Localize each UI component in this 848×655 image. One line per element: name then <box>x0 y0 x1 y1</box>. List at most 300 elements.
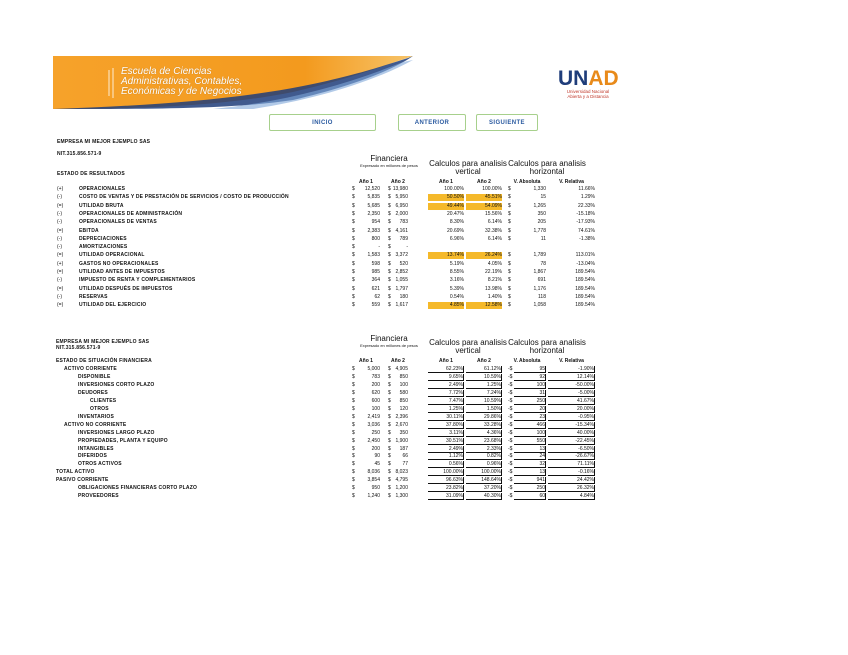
value-year1: 600 <box>371 397 380 404</box>
rel-variation: 71.11% <box>548 461 595 468</box>
value-year1: 3,036 <box>367 421 380 428</box>
vertical-year1: 8.30% <box>449 219 464 226</box>
row-label: INVERSIONES CORTO PLAZO <box>78 381 155 388</box>
table-row <box>0 390 848 397</box>
currency-symbol: $ <box>388 244 391 251</box>
value-year1: 100 <box>371 405 380 412</box>
vertical-year2: 22.19% <box>485 269 502 275</box>
currency-symbol: -$ <box>508 366 513 372</box>
currency-symbol: $ <box>352 397 355 404</box>
currency-symbol: -$ <box>508 373 513 380</box>
currency-symbol: -$ <box>508 413 513 420</box>
currency-symbol: -$ <box>508 381 513 388</box>
table-row <box>0 228 848 235</box>
value-year2: 4,905 <box>395 366 408 372</box>
value-year2: 3,372 <box>395 252 408 259</box>
vertical-year2: 2.33% <box>466 446 502 453</box>
value-year1: 559 <box>371 302 380 309</box>
abs-variation <box>512 244 546 251</box>
abs-variation: 23 <box>514 414 546 421</box>
currency-symbol: $ <box>352 269 355 275</box>
value-year1: 2,450 <box>367 437 380 444</box>
currency-symbol: -$ <box>508 453 513 460</box>
table-row <box>0 469 848 476</box>
vertical-year1: 2.49% <box>428 382 464 389</box>
currency-symbol: $ <box>388 219 391 226</box>
vertical-year1: 100.00% <box>444 186 464 192</box>
value-year2: 1,055 <box>395 277 408 284</box>
vertical-year2: 37.20% <box>466 485 502 492</box>
abs-variation: 100 <box>514 430 546 437</box>
row-sign: (+) <box>57 186 64 192</box>
table-row <box>0 485 848 492</box>
currency-symbol: $ <box>388 461 391 468</box>
horizontal-header: Calculos para analisis horizontal <box>508 159 586 176</box>
value-year2: 520 <box>399 260 408 267</box>
currency-symbol: $ <box>388 405 391 412</box>
currency-symbol: $ <box>352 381 355 388</box>
currency-symbol: $ <box>388 269 391 275</box>
vertical-year2: 13.98% <box>485 285 502 292</box>
value-year1: 598 <box>371 260 380 267</box>
financiera-header: Financiera <box>370 334 408 343</box>
rel-variation: 12.14% <box>548 374 595 381</box>
rel-variation: 189.54% <box>575 285 595 292</box>
abs-variation: 1,867 <box>533 269 546 275</box>
rel-variation: -1.90% <box>548 366 595 373</box>
table-row <box>0 236 848 243</box>
currency-symbol: $ <box>388 202 391 209</box>
vertical-year1: 1.12% <box>428 453 464 460</box>
rel-variation: -5.00% <box>548 390 595 397</box>
unad-logo-mark: UNAD <box>558 67 619 90</box>
currency-symbol: $ <box>352 469 355 476</box>
value-year1: 5,000 <box>367 366 380 372</box>
abs-variation: 941 <box>514 477 546 484</box>
abs-variation: 691 <box>537 277 546 284</box>
value-year1: 200 <box>371 381 380 388</box>
table-row <box>0 277 848 284</box>
value-year2: 4,795 <box>395 477 408 484</box>
value-year2: 6,950 <box>395 202 408 209</box>
value-year2: 783 <box>399 219 408 226</box>
row-label: DISPONIBLE <box>78 373 111 380</box>
row-label: INVENTARIOS <box>78 413 114 420</box>
currency-symbol: $ <box>388 493 391 500</box>
currency-symbol: $ <box>352 227 355 234</box>
row-label: RESERVAS <box>79 293 108 300</box>
rel-variation: 189.54% <box>575 269 595 275</box>
row-label: OTROS <box>90 405 109 412</box>
table-row <box>0 493 848 500</box>
currency-symbol: $ <box>508 260 511 267</box>
currency-symbol: $ <box>352 277 355 284</box>
table-row <box>0 382 848 389</box>
vertical-year2: 4.05% <box>487 260 502 267</box>
row-sign: (=) <box>57 227 64 234</box>
table-row <box>0 286 848 293</box>
abs-variation: 1,058 <box>533 302 546 309</box>
vertical-year2: 40.30% <box>466 493 502 500</box>
currency-symbol: $ <box>352 260 355 267</box>
value-year1: 2,350 <box>367 210 380 217</box>
currency-symbol: $ <box>388 429 391 436</box>
row-label: UTILIDAD ANTES DE IMPUESTOS <box>79 269 165 275</box>
row-label: COSTO DE VENTAS Y DE PRESTACIÓN DE SERVICIOS / COSTO DE PRODUCCIÓN <box>79 194 289 201</box>
vertical-year2: 6.14% <box>487 235 502 242</box>
row-sign: (=) <box>57 269 64 275</box>
vertical-header: Calculos para analisis vertical <box>429 159 507 176</box>
row-label: DIFERIDOS <box>78 453 108 460</box>
table-row <box>0 477 848 484</box>
vertical-year1: 1.25% <box>428 406 464 413</box>
value-year2: 4,161 <box>395 227 408 234</box>
value-year2: 120 <box>399 405 408 412</box>
currency-symbol: $ <box>388 293 391 300</box>
table-row <box>0 244 848 251</box>
header-banner <box>53 56 640 109</box>
column-header: Año 2 <box>391 179 405 185</box>
column-header: V. Relativa <box>559 179 584 185</box>
value-year1: 5,835 <box>367 194 380 201</box>
value-year2: 350 <box>399 429 408 436</box>
table-row <box>0 302 848 309</box>
abs-variation: 350 <box>537 210 546 217</box>
vertical-year1: 7.47% <box>428 398 464 405</box>
vertical-year2: 33.28% <box>466 422 502 429</box>
vertical-year2: 8.21% <box>487 277 502 284</box>
currency-symbol: $ <box>388 453 391 460</box>
vertical-year2: 61.12% <box>466 366 502 373</box>
rel-variation: -26.67% <box>548 453 595 460</box>
currency-symbol: $ <box>352 477 355 484</box>
value-year2: 2,000 <box>395 210 408 217</box>
abs-variation: 250 <box>514 485 546 492</box>
table-row <box>0 422 848 429</box>
currency-symbol: $ <box>388 260 391 267</box>
currency-symbol: $ <box>352 493 355 500</box>
value-year1: 3,854 <box>367 477 380 484</box>
row-sign: (=) <box>57 202 64 209</box>
currency-symbol: $ <box>388 469 391 476</box>
currency-symbol: $ <box>508 194 511 201</box>
statement-title: ESTADO DE RESULTADOS <box>57 171 125 177</box>
column-header: V. Relativa <box>559 358 584 364</box>
currency-symbol: -$ <box>508 461 513 468</box>
value-year2: 850 <box>399 373 408 380</box>
currency-symbol: $ <box>352 186 355 192</box>
row-label: OBLIGACIONES FINANCIERAS CORTO PLAZO <box>78 485 198 492</box>
rel-variation: 113.01% <box>575 252 595 259</box>
currency-symbol: $ <box>352 437 355 444</box>
value-year2: 180 <box>399 293 408 300</box>
row-label: EBITDA <box>79 227 99 234</box>
value-year1: 364 <box>371 277 380 284</box>
currency-symbol: -$ <box>508 437 513 444</box>
currency-symbol: $ <box>352 285 355 292</box>
value-year2: 1,617 <box>395 302 408 309</box>
row-label: UTILIDAD BRUTA <box>79 202 124 209</box>
rel-variation: 189.54% <box>575 277 595 284</box>
value-year1: 90 <box>374 453 380 460</box>
abs-variation: 550 <box>514 438 546 445</box>
vertical-year1: 20.47% <box>447 210 464 217</box>
row-sign: (=) <box>57 285 64 292</box>
currency-symbol: -$ <box>508 405 513 412</box>
row-sign: (-) <box>57 277 62 284</box>
rel-variation: -1.38% <box>579 235 595 242</box>
currency-symbol: -$ <box>508 397 513 404</box>
currency-symbol: $ <box>352 219 355 226</box>
vertical-year1: 49.44% <box>428 203 464 210</box>
vertical-year2: 4.36% <box>466 430 502 437</box>
column-header: Año 2 <box>477 358 491 364</box>
value-year2: 66 <box>402 453 408 460</box>
rel-variation: 4.84% <box>548 493 595 500</box>
currency-symbol: $ <box>352 429 355 436</box>
row-label: UTILIDAD DEL EJERCICIO <box>79 302 147 309</box>
vertical-year2 <box>466 244 502 251</box>
row-label: ACTIVO NO CORRIENTE <box>64 421 127 428</box>
vertical-year2: 45.51% <box>466 194 502 201</box>
rel-variation: 11.66% <box>578 186 595 192</box>
table-row <box>0 269 848 276</box>
row-sign: (+) <box>57 260 64 267</box>
table-row <box>0 194 848 201</box>
rel-variation: 40.00% <box>548 430 595 437</box>
value-year2: 8,023 <box>395 469 408 476</box>
rel-variation: 24.42% <box>548 477 595 484</box>
currency-symbol: $ <box>388 485 391 492</box>
currency-symbol: $ <box>508 285 511 292</box>
currency-symbol: $ <box>352 373 355 380</box>
value-year1: 12,520 <box>364 186 380 192</box>
rel-variation: 20.00% <box>548 406 595 413</box>
currency-symbol: $ <box>388 373 391 380</box>
vertical-year2: 10.59% <box>466 398 502 405</box>
rel-variation: -13.04% <box>576 260 595 267</box>
rel-variation <box>548 244 595 251</box>
value-year2: 100 <box>399 381 408 388</box>
currency-symbol: $ <box>352 453 355 460</box>
rel-variation: -17.93% <box>576 219 595 226</box>
vertical-year1: 96.63% <box>428 477 464 484</box>
abs-variation: 11 <box>540 235 546 242</box>
vertical-year1: 50.50% <box>428 194 464 201</box>
column-header: Año 1 <box>359 358 373 364</box>
value-year1: 200 <box>371 445 380 452</box>
currency-symbol: $ <box>352 461 355 468</box>
vertical-year1: 30.51% <box>428 438 464 445</box>
vertical-year2: 0.96% <box>466 461 502 468</box>
currency-symbol: $ <box>352 413 355 420</box>
vertical-year1: 9.65% <box>428 374 464 381</box>
currency-symbol: $ <box>388 252 391 259</box>
abs-variation: 13 <box>514 446 546 453</box>
anterior-button[interactable]: ANTERIOR <box>398 114 466 131</box>
currency-symbol: $ <box>388 445 391 452</box>
vertical-year1: 20.69% <box>447 227 464 234</box>
column-header: Año 1 <box>359 179 373 185</box>
vertical-year1: 31.09% <box>428 493 464 500</box>
currency-symbol: $ <box>352 194 355 201</box>
currency-symbol: -$ <box>508 477 513 484</box>
row-label: TOTAL ACTIVO <box>56 469 95 476</box>
row-label: OPERACIONALES DE ADMINISTRACIÓN <box>79 210 183 217</box>
value-year1: 621 <box>371 285 380 292</box>
rel-variation: 41.67% <box>548 398 595 405</box>
currency-symbol: $ <box>352 389 355 396</box>
column-header: Año 2 <box>391 358 405 364</box>
currency-symbol: -$ <box>508 421 513 428</box>
vertical-year2: 148.64% <box>466 477 502 484</box>
table-row <box>0 366 848 373</box>
table-row <box>0 406 848 413</box>
abs-variation: 118 <box>538 293 546 300</box>
abs-variation: 13 <box>514 469 546 476</box>
value-year2: 789 <box>399 235 408 242</box>
abs-variation: 92 <box>514 374 546 381</box>
financiera-subheader: Expresado en millones de pesos <box>360 343 418 348</box>
row-sign: (-) <box>57 244 62 251</box>
currency-symbol: $ <box>508 186 511 192</box>
row-label: OPERACIONALES DE VENTAS <box>79 219 157 226</box>
company-nit: NIT.315.856.571-9 <box>57 151 102 157</box>
currency-symbol: $ <box>508 277 511 284</box>
financiera-subheader: Expresado en millones de pesos <box>360 163 418 168</box>
row-label: PASIVO CORRIENTE <box>56 477 109 484</box>
vertical-year1: 23.82% <box>428 485 464 492</box>
row-label: GASTOS NO OPERACIONALES <box>79 260 159 267</box>
table-row <box>0 261 848 268</box>
company-nit: NIT.315.856.571-9 <box>56 345 101 351</box>
table-row <box>0 252 848 259</box>
vertical-year2: 7.24% <box>466 390 502 397</box>
vertical-year1: 0.54% <box>449 293 464 300</box>
vertical-header: Calculos para analisis vertical <box>429 338 507 355</box>
row-sign: (-) <box>57 235 62 242</box>
value-year1: 250 <box>371 429 380 436</box>
vertical-year2: 1.40% <box>487 293 502 300</box>
row-label: UTILIDAD OPERACIONAL <box>79 252 145 259</box>
column-header: V. Absoluta <box>513 358 541 364</box>
vertical-year1: 8.55% <box>449 269 464 275</box>
school-name: Escuela de Ciencias Administrativas, Contables, Económicas y de Negocios <box>121 66 243 97</box>
vertical-year2: 26.24% <box>466 252 502 259</box>
abs-variation: 250 <box>514 398 546 405</box>
row-label: INVERSIONES LARGO PLAZO <box>78 429 155 436</box>
currency-symbol: $ <box>388 437 391 444</box>
row-label: UTILIDAD DESPUÉS DE IMPUESTOS <box>79 285 173 292</box>
currency-symbol: -$ <box>508 485 513 492</box>
currency-symbol: $ <box>352 244 355 251</box>
value-year2: 1,300 <box>395 493 408 500</box>
value-year1: 783 <box>371 373 380 380</box>
vertical-year1: 37.80% <box>428 422 464 429</box>
vertical-year2: 29.86% <box>466 414 502 421</box>
statement-title: ESTADO DE SITUACIÓN FINANCIERA <box>56 358 152 364</box>
abs-variation: 60 <box>514 493 546 500</box>
value-year1: 1,240 <box>367 493 380 500</box>
abs-variation: 20 <box>514 406 546 413</box>
vertical-year1: 5.39% <box>449 285 464 292</box>
row-sign: (-) <box>57 293 62 300</box>
value-year1: 620 <box>371 389 380 396</box>
company-name: EMPRESA MI MEJOR EJEMPLO SAS <box>56 339 150 345</box>
value-year1: - <box>378 244 380 251</box>
value-year1: 950 <box>371 485 380 492</box>
vertical-year2: 100.00% <box>482 186 502 192</box>
currency-symbol: $ <box>508 219 511 226</box>
currency-symbol: $ <box>388 227 391 234</box>
value-year2: 850 <box>399 397 408 404</box>
value-year2: 2,852 <box>395 269 408 275</box>
currency-symbol: $ <box>352 405 355 412</box>
currency-symbol: $ <box>388 366 391 372</box>
currency-symbol: $ <box>508 202 511 209</box>
financiera-header: Financiera <box>370 154 408 163</box>
value-year2: 5,950 <box>395 194 408 201</box>
value-year2: 1,900 <box>395 437 408 444</box>
currency-symbol: $ <box>508 227 511 234</box>
currency-symbol: $ <box>388 477 391 484</box>
rel-variation: -22.45% <box>548 438 595 445</box>
siguiente-button[interactable]: SIGUIENTE <box>476 114 538 131</box>
abs-variation: 32 <box>514 461 546 468</box>
vertical-year2: 6.14% <box>487 219 502 226</box>
vertical-year1: 62.23% <box>428 366 464 373</box>
row-sign: (=) <box>57 252 64 259</box>
vertical-year1: 30.11% <box>428 414 464 421</box>
currency-symbol: $ <box>388 421 391 428</box>
logo-subtitle: Universidad Nacional <box>566 89 610 94</box>
row-sign: (-) <box>57 219 62 226</box>
value-year2: 1,200 <box>395 485 408 492</box>
currency-symbol: $ <box>508 235 511 242</box>
currency-symbol: -$ <box>508 469 513 476</box>
value-year2: 77 <box>402 461 408 468</box>
vertical-year2: 12.58% <box>466 302 502 309</box>
currency-symbol: $ <box>352 366 355 372</box>
value-year1: 8,036 <box>367 469 380 476</box>
currency-symbol: $ <box>352 445 355 452</box>
currency-symbol: $ <box>388 285 391 292</box>
rel-variation: 189.54% <box>575 302 595 309</box>
horizontal-header: Calculos para analisis horizontal <box>508 338 586 355</box>
currency-symbol: $ <box>352 293 355 300</box>
currency-symbol: $ <box>352 302 355 309</box>
value-year1: 985 <box>371 269 380 275</box>
rel-variation: -0.16% <box>548 469 595 476</box>
currency-symbol: $ <box>388 186 391 192</box>
value-year1: 1,583 <box>367 252 380 259</box>
table-row <box>0 294 848 301</box>
inicio-button[interactable]: INICIO <box>269 114 376 131</box>
value-year1: 800 <box>371 235 380 242</box>
row-label: PROVEEDORES <box>78 493 119 500</box>
vertical-year2: 54.09% <box>466 203 502 210</box>
row-label: ACTIVO CORRIENTE <box>64 366 117 372</box>
currency-symbol: $ <box>352 210 355 217</box>
table-row <box>0 211 848 218</box>
value-year2: 2,396 <box>395 413 408 420</box>
column-header: V. Absoluta <box>513 179 541 185</box>
unad-logo <box>558 68 618 106</box>
currency-symbol: $ <box>508 302 511 309</box>
column-header: Año 2 <box>477 179 491 185</box>
table-row <box>0 414 848 421</box>
vertical-year2: 15.56% <box>485 210 502 217</box>
